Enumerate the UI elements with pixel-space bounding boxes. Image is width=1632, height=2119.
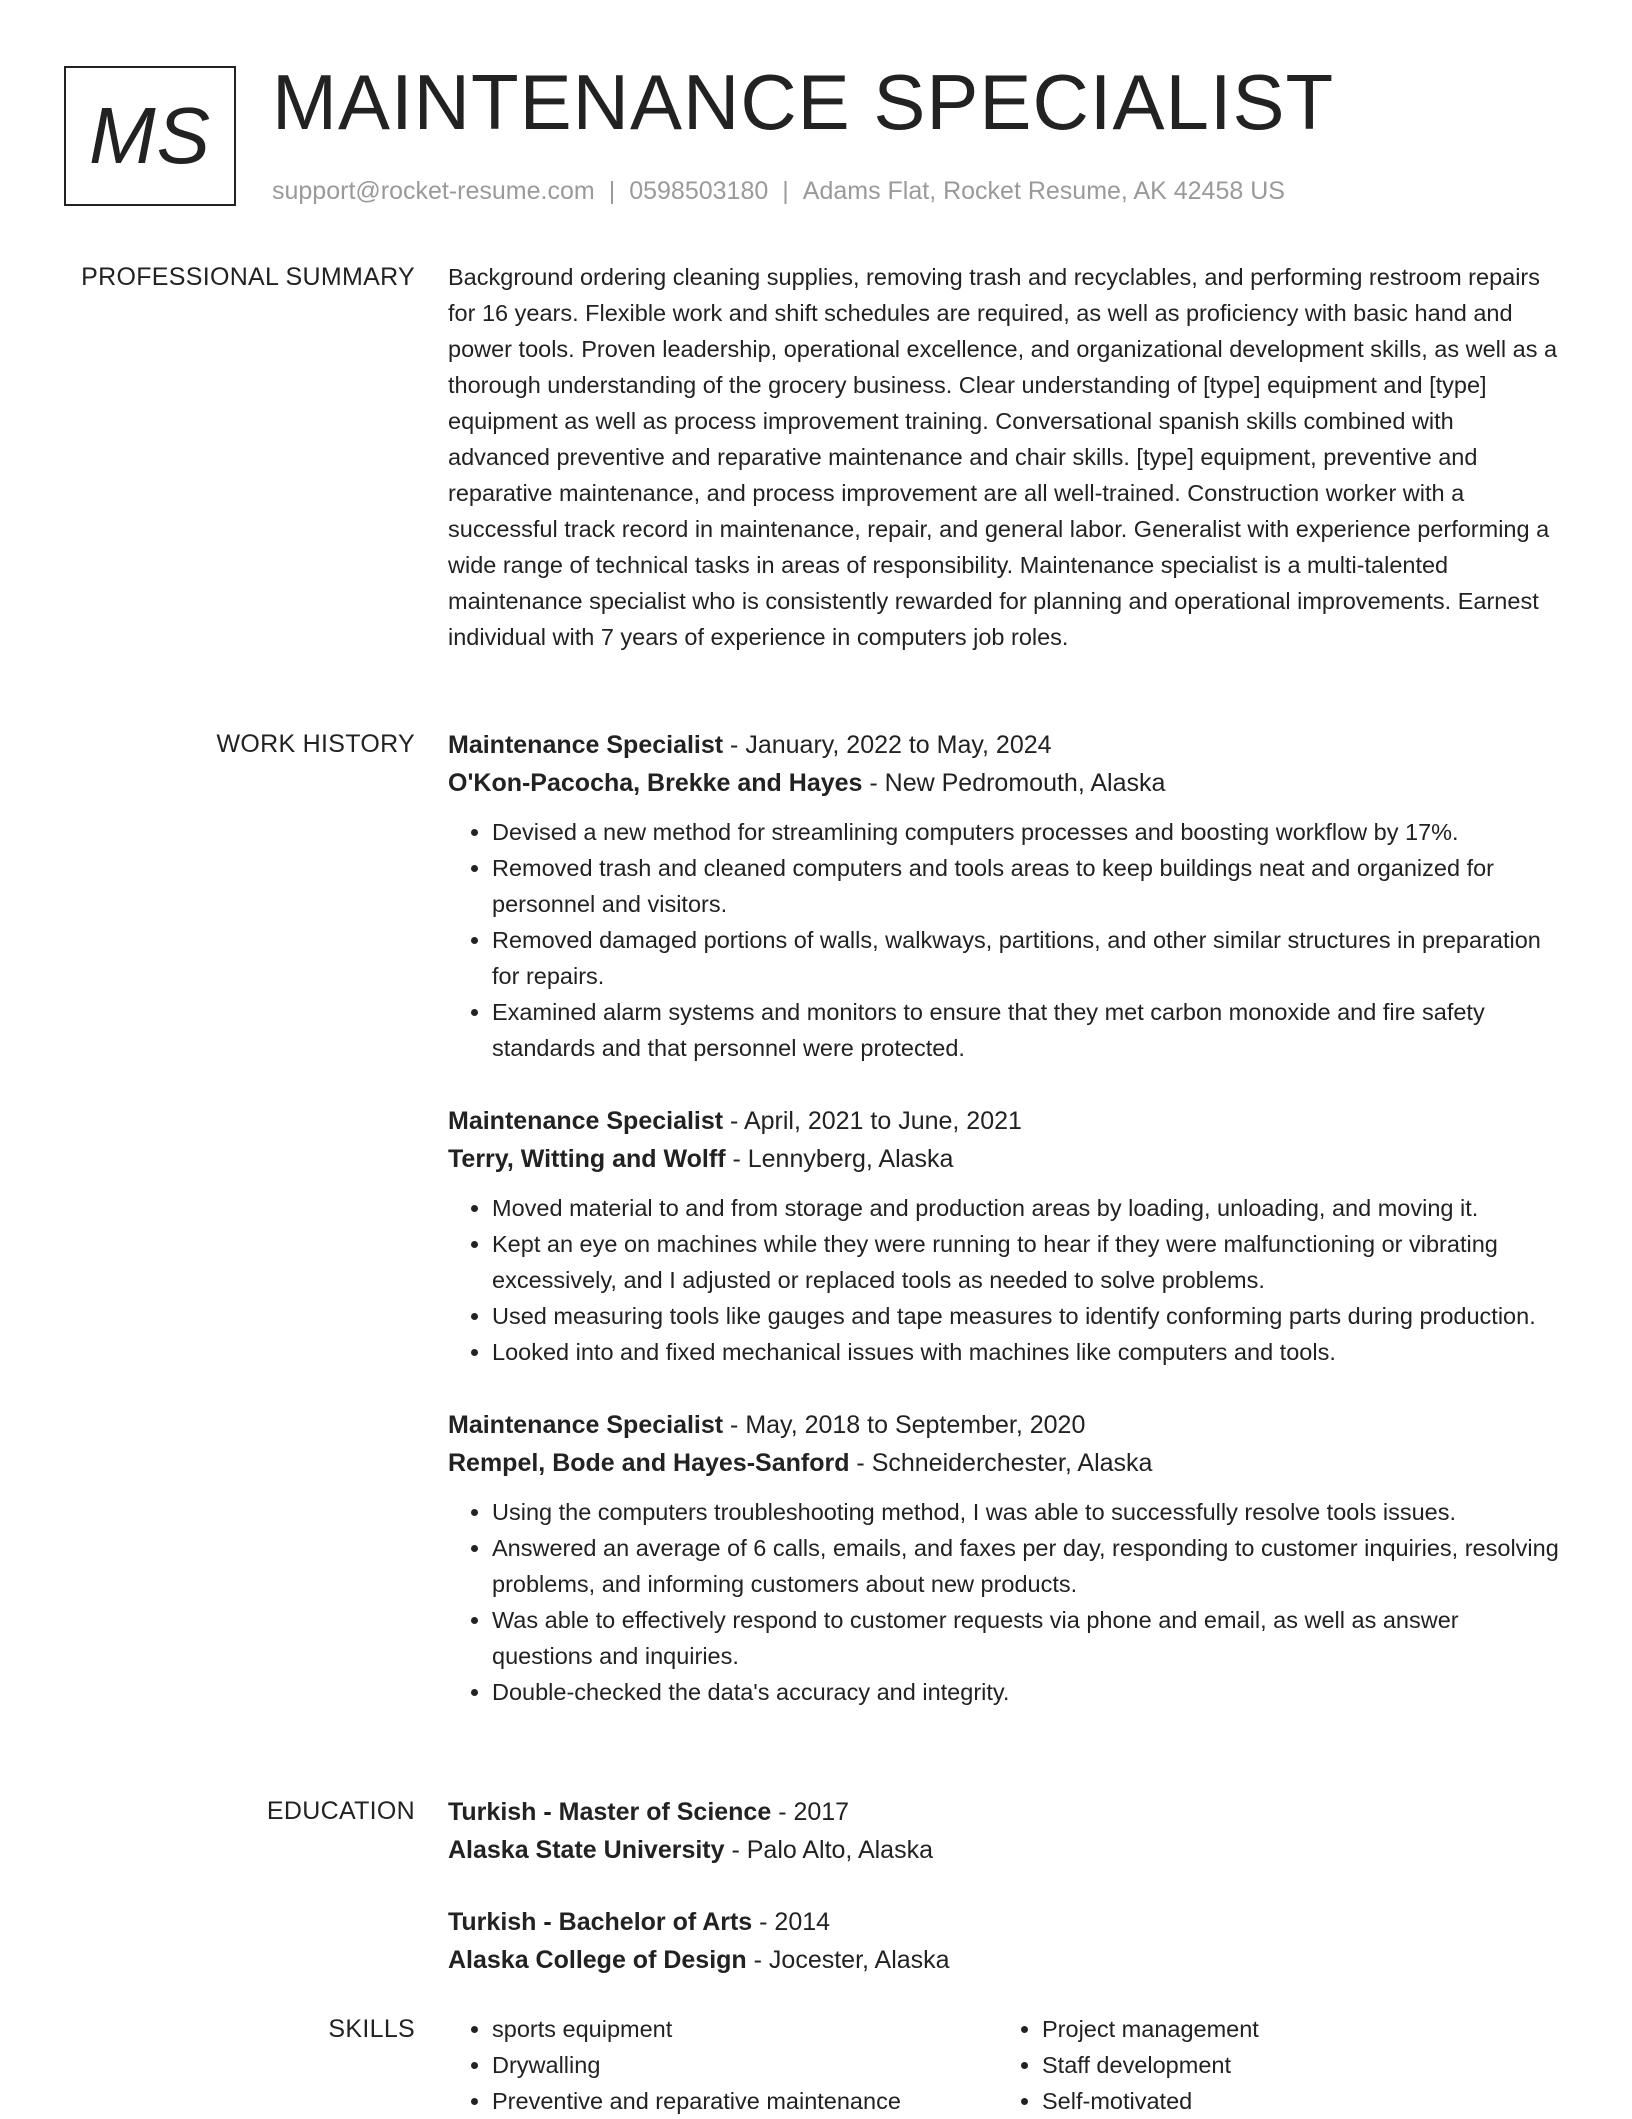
job-location: - Lennyberg, Alaska: [725, 1145, 954, 1173]
job-bullets: [448, 1190, 1560, 1370]
contact-phone: 0598503180: [629, 177, 769, 205]
job-location: - Schneiderchester, Alaska: [849, 1449, 1153, 1477]
job-bullet: • Using the computers troubleshooting method, I was able to successfully resolve tools issues.: [492, 1494, 1560, 1530]
skills-list-left: [448, 2011, 998, 2119]
education-entry: [448, 1793, 1560, 1869]
education-school-line: [448, 1831, 1560, 1869]
job-dates: - May, 2018 to September, 2020: [723, 1411, 1086, 1439]
skills-columns: [448, 2011, 1560, 2119]
job-company-line: [448, 764, 1560, 802]
education-degree: Turkish - Master of Science: [448, 1798, 772, 1826]
job-dates: - January, 2022 to May, 2024: [723, 731, 1052, 759]
skill-item: • Self-motivated: [1042, 2083, 1548, 2119]
monogram-badge: MS: [64, 66, 236, 206]
job-dates: - April, 2021 to June, 2021: [723, 1107, 1022, 1135]
job-location: - New Pedromouth, Alaska: [862, 769, 1166, 797]
skills-list-right: [998, 2011, 1548, 2119]
skill-item: • Preventive and reparative maintenance: [492, 2083, 998, 2119]
job-company: Rempel, Bode and Hayes-Sanford: [448, 1449, 850, 1477]
job-entry: [448, 1102, 1560, 1370]
contact-separator: |: [782, 177, 789, 205]
section-title-summary: PROFESSIONAL SUMMARY: [81, 263, 415, 291]
job-bullet: • Looked into and fixed mechanical issues with machines like computers and tools.: [492, 1334, 1560, 1370]
skill-item: • Staff development: [1042, 2047, 1548, 2083]
education-degree-line: [448, 1903, 1560, 1941]
job-role: Maintenance Specialist: [448, 1107, 724, 1135]
job-title-line: [448, 726, 1560, 764]
education-year: - 2017: [771, 1798, 850, 1826]
education-location: - Palo Alto, Alaska: [724, 1836, 933, 1864]
skills-body: [448, 2011, 1560, 2119]
section-title-education: EDUCATION: [266, 1797, 415, 1825]
job-company: Terry, Witting and Wolff: [448, 1145, 726, 1173]
job-bullets: [448, 1494, 1560, 1710]
job-bullet: • Double-checked the data's accuracy and integrity.: [492, 1674, 1560, 1710]
job-bullets: [448, 814, 1560, 1066]
education-school-line: [448, 1941, 1560, 1979]
contact-line: [272, 174, 1285, 208]
skill-item: • Project management: [1042, 2011, 1548, 2047]
education-location: - Jocester, Alaska: [746, 1946, 950, 1974]
contact-email: support@rocket-resume.com: [272, 177, 595, 205]
job-bullet: • Removed trash and cleaned computers and tools areas to keep buildings neat and organized for personnel and visitors.: [492, 850, 1560, 922]
summary-body: [448, 259, 1560, 655]
job-bullet: • Answered an average of 6 calls, emails, and faxes per day, responding to customer inquiries, resolving problems, and informing customers about new products.: [492, 1530, 1560, 1602]
job-entry: [448, 726, 1560, 1066]
job-company-line: [448, 1444, 1560, 1482]
education-year: - 2014: [752, 1908, 831, 1936]
job-role: Maintenance Specialist: [448, 731, 724, 759]
skill-item: • Drywalling: [492, 2047, 998, 2083]
section-title-skills: SKILLS: [328, 2015, 415, 2043]
job-bullet: • Examined alarm systems and monitors to ensure that they met carbon monoxide and fire safety standards and that personnel were protected.: [492, 994, 1560, 1066]
contact-address: Adams Flat, Rocket Resume, AK 42458 US: [802, 177, 1285, 205]
job-bullet: • Moved material to and from storage and production areas by loading, unloading, and moving it.: [492, 1190, 1560, 1226]
work-history-body: [448, 726, 1560, 1746]
page-title: MAINTENANCE SPECIALIST: [272, 58, 1335, 146]
job-bullet: • Was able to effectively respond to customer requests via phone and email, as well as answer questions and inquiries.: [492, 1602, 1560, 1674]
job-entry: [448, 1406, 1560, 1710]
summary-text: Background ordering cleaning supplies, removing trash and recyclables, and performing restroom repairs for 16 years. Flexible work and shift schedules are required, as well as proficiency with basic hand and power tools. Proven leadership, operational excellence, and organizational development skills, as well as a thorough understanding of the grocery business. Clear understanding of [type] equipment and [type] equipment as well as process improvement training. Conversational spanish skills combined with advanced preventive and reparative maintenance and chair skills. [type] equipment, preventive and reparative maintenance, and process improvement are all well-trained. Construction worker with a successful track record in maintenance, repair, and general labor. Generalist with experience performing a wide range of technical tasks in areas of responsibility. Maintenance specialist is a multi-talented maintenance specialist who is consistently rewarded for planning and operational improvements. Earnest individual with 7 years of experience in computers job roles.: [448, 264, 1558, 650]
job-title-line: [448, 1102, 1560, 1140]
job-company: O'Kon-Pacocha, Brekke and Hayes: [448, 769, 863, 797]
job-title-line: [448, 1406, 1560, 1444]
education-school: Alaska College of Design: [448, 1946, 747, 1974]
contact-separator: |: [608, 177, 616, 205]
section-title-work-history: WORK HISTORY: [216, 730, 415, 758]
job-bullet: • Kept an eye on machines while they were running to hear if they were malfunctioning or vibrating excessively, and I adjusted or replaced tools as needed to solve problems.: [492, 1226, 1560, 1298]
education-degree: Turkish - Bachelor of Arts: [448, 1908, 753, 1936]
job-role: Maintenance Specialist: [448, 1411, 724, 1439]
skill-item: • sports equipment: [492, 2011, 998, 2047]
job-bullet: • Used measuring tools like gauges and tape measures to identify conforming parts during production.: [492, 1298, 1560, 1334]
education-entry: [448, 1903, 1560, 1979]
education-school: Alaska State University: [448, 1836, 725, 1864]
job-bullet: • Devised a new method for streamlining computers processes and boosting workflow by 17%.: [492, 814, 1560, 850]
education-body: [448, 1793, 1560, 2013]
job-company-line: [448, 1140, 1560, 1178]
education-degree-line: [448, 1793, 1560, 1831]
job-bullet: • Removed damaged portions of walls, walkways, partitions, and other similar structures in preparation for repairs.: [492, 922, 1560, 994]
